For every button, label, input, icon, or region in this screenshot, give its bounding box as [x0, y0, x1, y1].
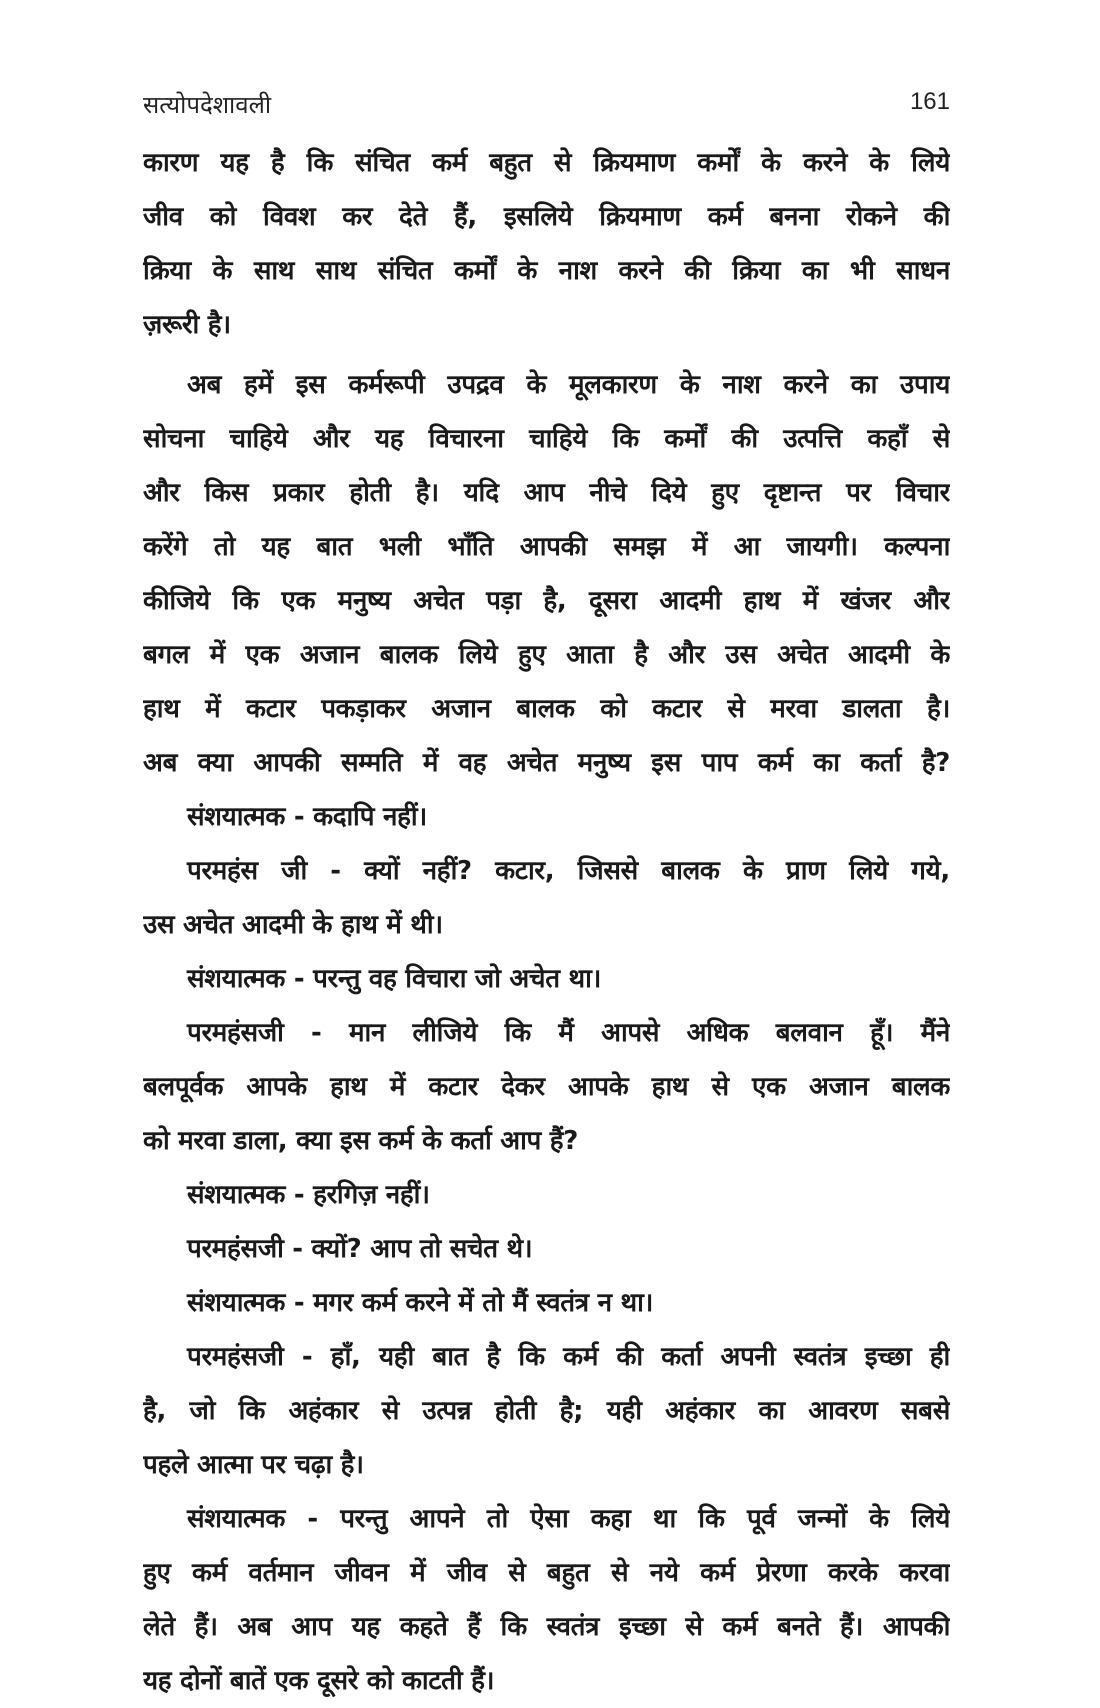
dialogue-paragraph [143, 952, 950, 1006]
dialogue-paragraph [143, 1492, 950, 1708]
text-line: हाथ में कटार पकड़ाकर अजान बालक को कटार से मरवा डालता है। [143, 694, 950, 724]
paragraph [143, 358, 950, 790]
text-line: संशयात्मक - हरगिज़ नहीं। [187, 1180, 430, 1210]
page-number: 161 [909, 88, 950, 115]
body-text [143, 136, 950, 1708]
paragraph [143, 136, 950, 352]
text-line: परमहंसजी - क्यों? आप तो सचेत थे। [187, 1234, 533, 1264]
text-line: है, जो कि अहंकार से उत्पन्न होती है; यही अहंकार का आवरण सबसे [143, 1396, 950, 1426]
text-line: क्रिया के साथ साथ संचित कर्मों के नाश करने की क्रिया का भी साधन [143, 256, 950, 286]
text-line: अब हमें इस कर्मरूपी उपद्रव के मूलकारण के नाश करने का उपाय [187, 370, 950, 400]
text-line: ज़रूरी है। [143, 310, 231, 340]
text-line: हुए कर्म वर्तमान जीवन में जीव से बहुत से नये कर्म प्रेरणा करके करवा [143, 1558, 950, 1588]
text-line: पहले आत्मा पर चढ़ा है। [143, 1450, 364, 1480]
dialogue-paragraph [143, 1168, 950, 1222]
text-line: जीव को विवश कर देते हैं, इसलिये क्रियमाण कर्म बनना रोकने की [143, 202, 950, 232]
dialogue-paragraph [143, 790, 950, 844]
dialogue-paragraph [143, 1006, 950, 1168]
text-line: संशयात्मक - परन्तु वह विचारा जो अचेत था। [187, 964, 602, 994]
text-line: बगल में एक अजान बालक लिये हुए आता है और उस अचेत आदमी के [143, 640, 950, 670]
text-line: और किस प्रकार होती है। यदि आप नीचे दिये हुए दृष्टान्त पर विचार [143, 478, 950, 508]
text-line: को मरवा डाला, क्या इस कर्म के कर्ता आप हैं? [143, 1126, 579, 1156]
running-header [143, 88, 950, 124]
text-line: कारण यह है कि संचित कर्म बहुत से क्रियमाण कर्मों के करने के लिये [143, 148, 950, 178]
text-line: संशयात्मक - मगर कर्म करने में तो मैं स्वतंत्र न था। [187, 1288, 654, 1318]
text-line: करेंगे तो यह बात भली भाँति आपकी समझ में आ जायगी। कल्पना [143, 532, 950, 562]
text-line: अब क्या आपकी सम्मति में वह अचेत मनुष्य इस पाप कर्म का कर्ता है? [143, 748, 950, 778]
dialogue-paragraph [143, 1276, 950, 1330]
text-line: संशयात्मक - परन्तु आपने तो ऐसा कहा था कि पूर्व जन्मों के लिये [187, 1504, 950, 1534]
running-title: सत्योपदेशावली [143, 91, 272, 119]
text-line: बलपूर्वक आपके हाथ में कटार देकर आपके हाथ से एक अजान बालक [143, 1072, 950, 1102]
text-line: परमहंसजी - हाँ, यही बात है कि कर्म की कर्ता अपनी स्वतंत्र इच्छा ही [187, 1342, 950, 1372]
dialogue-paragraph [143, 1330, 950, 1492]
text-line: परमहंस जी - क्यों नहीं? कटार, जिससे बालक के प्राण लिये गये, [187, 856, 950, 886]
text-line: परमहंसजी - मान लीजिये कि मैं आपसे अधिक बलवान हूँ। मैंने [187, 1018, 950, 1048]
text-line: सोचना चाहिये और यह विचारना चाहिये कि कर्मों की उत्पत्ति कहाँ से [143, 424, 950, 454]
text-line: कीजिये कि एक मनुष्य अचेत पड़ा है, दूसरा आदमी हाथ में खंजर और [143, 586, 950, 616]
text-line: लेते हैं। अब आप यह कहते हैं कि स्वतंत्र इच्छा से कर्म बनते हैं। आपकी [143, 1612, 950, 1642]
dialogue-paragraph [143, 1222, 950, 1276]
dialogue-paragraph [143, 844, 950, 952]
text-line: संशयात्मक - कदापि नहीं। [187, 802, 427, 832]
text-line: यह दोनों बातें एक दूसरे को काटती हैं। [143, 1666, 495, 1696]
text-line: उस अचेत आदमी के हाथ में थी। [143, 910, 443, 940]
